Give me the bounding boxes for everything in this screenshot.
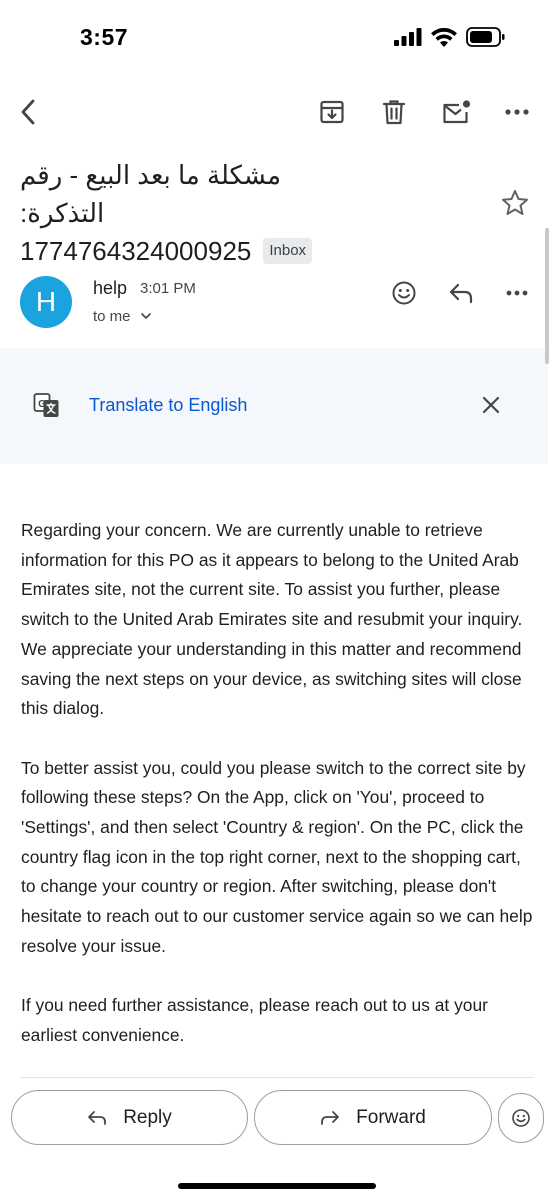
- reply-icon: [448, 282, 474, 304]
- subject-ticket-number: 1774764324000925: [20, 236, 252, 266]
- email-toolbar: [0, 80, 554, 144]
- status-bar: [0, 0, 554, 76]
- archive-icon: [319, 99, 345, 125]
- subject-arabic: مشكلة ما بعد البيع - رقم التذكرة:: [20, 160, 282, 228]
- smiley-icon: [391, 280, 417, 306]
- emoji-reaction-button[interactable]: [498, 1093, 544, 1143]
- sender-name: help: [93, 278, 128, 298]
- status-time: 3:57: [80, 24, 129, 50]
- more-options-button[interactable]: [499, 94, 535, 130]
- star-icon: [500, 188, 530, 218]
- forward-button-label: Forward: [356, 1106, 426, 1128]
- avatar[interactable]: [20, 276, 72, 328]
- divider: [20, 1077, 534, 1078]
- translate-banner: [0, 348, 548, 464]
- recipient-details-toggle[interactable]: [93, 308, 151, 325]
- forward-icon: [320, 1110, 340, 1126]
- star-button[interactable]: [500, 188, 530, 218]
- email-subject: [20, 156, 490, 270]
- mark-unread-button[interactable]: [438, 94, 474, 130]
- reply-icon: [87, 1110, 107, 1126]
- forward-button[interactable]: [254, 1090, 492, 1145]
- body-paragraph: Regarding your concern. We are currently unable to retrieve information for this PO as it appears to belong to the United Arab Emirates site, not the current site. To assist you further, please switch to the United Arab Emirates site and resubmit your inquiry. We appreciate your understanding in this matter and recommend saving the next steps on your device, as switching sites will close this dialog.: [21, 520, 523, 719]
- trash-icon: [382, 99, 406, 125]
- close-icon: [482, 396, 500, 414]
- message-more-button[interactable]: [502, 278, 532, 308]
- reply-icon-button[interactable]: [446, 278, 476, 308]
- email-body: [21, 516, 536, 1080]
- svg-text:G: G: [38, 399, 46, 410]
- sender-row: [0, 270, 554, 334]
- translate-to-english-link[interactable]: Translate to English: [89, 395, 248, 415]
- battery-icon: [466, 27, 506, 47]
- back-button[interactable]: [10, 94, 46, 130]
- signal-icon: [394, 28, 422, 46]
- body-paragraph: If you need further assistance, please reach out to us at your earliest convenience.: [21, 995, 488, 1045]
- translate-icon: [33, 392, 61, 420]
- subject-line-2: [20, 232, 490, 270]
- scrollbar[interactable]: [545, 228, 549, 364]
- more-icon: [506, 290, 528, 296]
- delete-button[interactable]: [376, 94, 412, 130]
- sent-time: 3:01 PM: [140, 280, 196, 297]
- status-icons: [394, 27, 506, 47]
- back-icon: [18, 98, 38, 126]
- recipient-label: to me: [93, 308, 131, 325]
- mark-unread-icon: [441, 99, 471, 125]
- smiley-icon: [511, 1108, 531, 1128]
- reply-button[interactable]: [11, 1090, 248, 1145]
- inbox-label-badge[interactable]: Inbox: [263, 238, 312, 264]
- chevron-down-icon: [141, 313, 151, 320]
- home-indicator[interactable]: [178, 1183, 376, 1189]
- avatar-initial: H: [35, 286, 57, 317]
- close-translate-button[interactable]: [476, 390, 506, 420]
- wifi-icon: [431, 28, 457, 47]
- body-paragraph: To better assist you, could you please switch to the correct site by following these steps? On the App, click on 'You', proceed to 'Settings', and then select 'Country & region'. On the PC, click the country flag icon in the top right corner, next to the shopping cart, to change your country or region. After switching, please don't hesitate to reach out to our customer service again so we can help resolve your issue.: [21, 757, 533, 956]
- add-reaction-button[interactable]: [389, 278, 419, 308]
- more-icon: [505, 109, 529, 115]
- archive-button[interactable]: [314, 94, 350, 130]
- reply-button-label: Reply: [123, 1106, 172, 1128]
